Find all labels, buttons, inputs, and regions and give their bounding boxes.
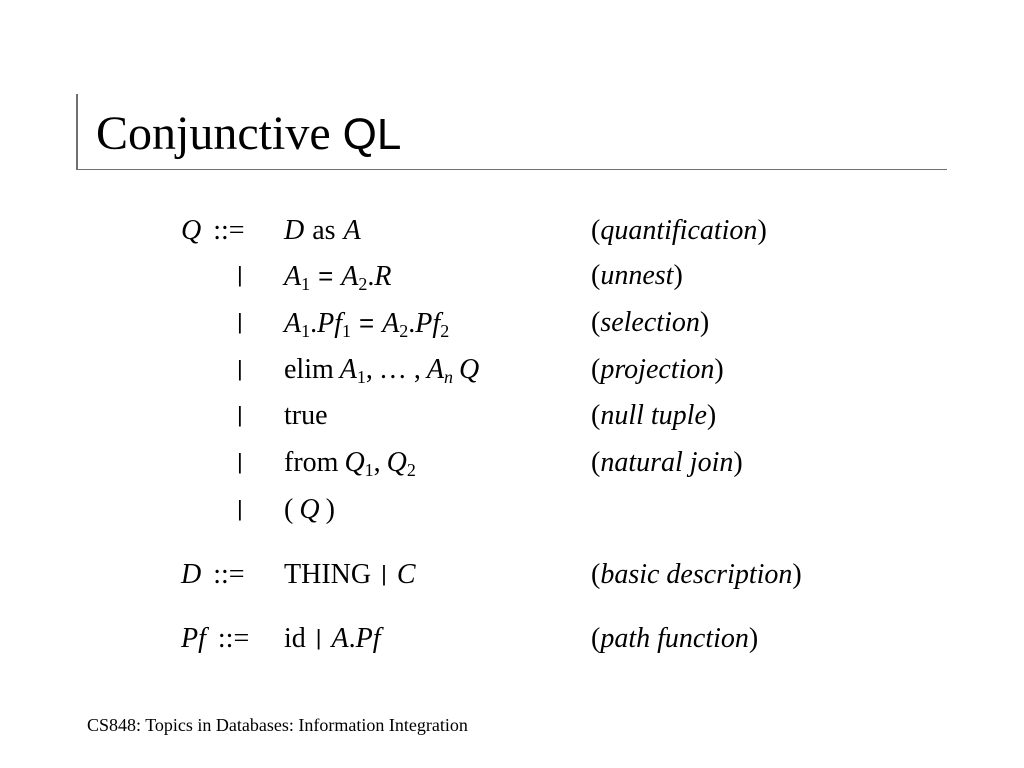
dot: . bbox=[310, 308, 318, 339]
comment-unnest bbox=[591, 259, 683, 293]
alt-bar bbox=[237, 446, 243, 481]
rhs-basic-description bbox=[284, 558, 416, 593]
subscript: n bbox=[443, 367, 453, 387]
keyword: from bbox=[284, 447, 339, 478]
var: Q bbox=[344, 447, 365, 478]
ellipsis: … , bbox=[378, 354, 421, 385]
paren: ( bbox=[591, 354, 601, 385]
equals: = bbox=[318, 261, 334, 291]
grammar-lhs-d bbox=[181, 558, 245, 592]
paren: ( bbox=[591, 447, 601, 478]
alt-symbol: | bbox=[381, 561, 387, 586]
paren: ( bbox=[591, 260, 601, 291]
subscript: 2 bbox=[406, 460, 416, 480]
subscript: 1 bbox=[301, 321, 311, 341]
var: D bbox=[284, 215, 305, 246]
comment-text: unnest bbox=[600, 260, 674, 291]
rhs-quantification bbox=[284, 214, 361, 248]
dot: . bbox=[408, 308, 416, 339]
comment-projection bbox=[591, 353, 724, 387]
paren: ) bbox=[673, 260, 683, 291]
comment-selection bbox=[591, 306, 709, 340]
comment-text: path function bbox=[600, 623, 749, 654]
slide-title-ql: QL bbox=[342, 110, 402, 159]
grammar-lhs-q bbox=[181, 214, 245, 248]
var: Q bbox=[386, 447, 407, 478]
dot: . bbox=[367, 261, 375, 292]
def-symbol: ::= bbox=[213, 215, 245, 246]
keyword: THING bbox=[284, 559, 372, 590]
keyword: as bbox=[312, 215, 336, 246]
subscript: 1 bbox=[364, 460, 374, 480]
var: Pf bbox=[355, 623, 381, 654]
dot: . bbox=[348, 623, 356, 654]
paren: ) bbox=[792, 559, 802, 590]
comment-text: selection bbox=[600, 307, 700, 338]
paren: ( bbox=[591, 559, 601, 590]
rhs-projection bbox=[284, 353, 479, 387]
comment-quantification bbox=[591, 214, 767, 248]
alt-bar bbox=[237, 306, 243, 341]
paren: ( bbox=[284, 494, 294, 525]
var: A bbox=[339, 354, 357, 385]
subscript: 2 bbox=[358, 274, 368, 294]
rhs-path-function bbox=[284, 622, 381, 657]
subscript: 1 bbox=[356, 367, 366, 387]
alt-symbol: | bbox=[237, 496, 243, 521]
lhs-symbol: Pf bbox=[181, 623, 206, 654]
title-vertical-rule bbox=[76, 94, 78, 170]
comment-text: null tuple bbox=[600, 400, 707, 431]
rhs-natural-join bbox=[284, 446, 416, 480]
rhs-null-tuple bbox=[284, 399, 328, 433]
var: A bbox=[331, 623, 349, 654]
comment-natural-join bbox=[591, 446, 743, 480]
var: Pf bbox=[317, 308, 342, 339]
comment-text: projection bbox=[600, 354, 715, 385]
alt-symbol: | bbox=[237, 356, 243, 381]
paren: ) bbox=[699, 307, 710, 338]
var: R bbox=[374, 261, 392, 292]
alt-symbol: | bbox=[237, 309, 243, 334]
def-symbol: ::= bbox=[217, 623, 250, 654]
var: A bbox=[284, 261, 302, 292]
alt-symbol: | bbox=[237, 449, 243, 474]
lhs-symbol: D bbox=[181, 559, 202, 590]
keyword: true bbox=[284, 400, 328, 431]
var: Pf bbox=[415, 308, 441, 339]
var: A bbox=[382, 308, 400, 339]
comma: , bbox=[373, 447, 381, 478]
slide-footer: CS848: Topics in Databases: Information Integration bbox=[87, 715, 468, 735]
paren: ( bbox=[591, 215, 601, 246]
alt-bar bbox=[237, 493, 243, 528]
alt-bar bbox=[237, 353, 243, 388]
lhs-symbol: Q bbox=[181, 215, 202, 246]
comma: , bbox=[365, 354, 373, 385]
var: Q bbox=[299, 494, 320, 525]
comment-basic-description bbox=[591, 558, 802, 592]
rhs-parenthesized bbox=[284, 493, 335, 527]
comment-text: natural join bbox=[600, 447, 734, 478]
rhs-unnest bbox=[284, 259, 392, 294]
slide-title bbox=[96, 104, 401, 165]
subscript: 1 bbox=[301, 274, 311, 294]
title-underline-rule bbox=[76, 169, 947, 170]
var: A bbox=[343, 215, 361, 246]
alt-symbol: | bbox=[237, 402, 243, 427]
def-symbol: ::= bbox=[213, 559, 245, 590]
paren: ) bbox=[706, 400, 717, 431]
subscript: 2 bbox=[399, 321, 409, 341]
alt-bar bbox=[237, 259, 243, 294]
equals: = bbox=[359, 308, 375, 338]
paren: ) bbox=[714, 354, 724, 385]
subscript: 1 bbox=[342, 321, 351, 341]
paren: ( bbox=[591, 400, 601, 431]
paren: ( bbox=[591, 623, 601, 654]
slide-title-main: Conjunctive bbox=[96, 107, 331, 160]
paren: ) bbox=[757, 215, 767, 246]
var: C bbox=[396, 559, 416, 590]
subscript: 2 bbox=[440, 321, 450, 341]
keyword: id bbox=[284, 623, 306, 654]
keyword: elim bbox=[284, 354, 334, 385]
comment-text: quantification bbox=[600, 215, 758, 246]
paren: ) bbox=[733, 447, 743, 478]
alt-bar bbox=[237, 399, 243, 434]
alt-symbol: | bbox=[237, 262, 243, 287]
var: A bbox=[284, 308, 302, 339]
paren: ( bbox=[591, 307, 601, 338]
grammar-lhs-pf bbox=[181, 622, 249, 656]
paren: ) bbox=[325, 494, 335, 525]
comment-path-function bbox=[591, 622, 758, 656]
var: A bbox=[341, 261, 359, 292]
rhs-selection bbox=[284, 306, 449, 341]
paren: ) bbox=[748, 623, 759, 654]
alt-symbol: | bbox=[315, 625, 322, 650]
comment-null-tuple bbox=[591, 399, 716, 433]
comment-text: basic description bbox=[600, 559, 793, 590]
var: Q bbox=[458, 354, 480, 385]
var: A bbox=[426, 354, 444, 385]
